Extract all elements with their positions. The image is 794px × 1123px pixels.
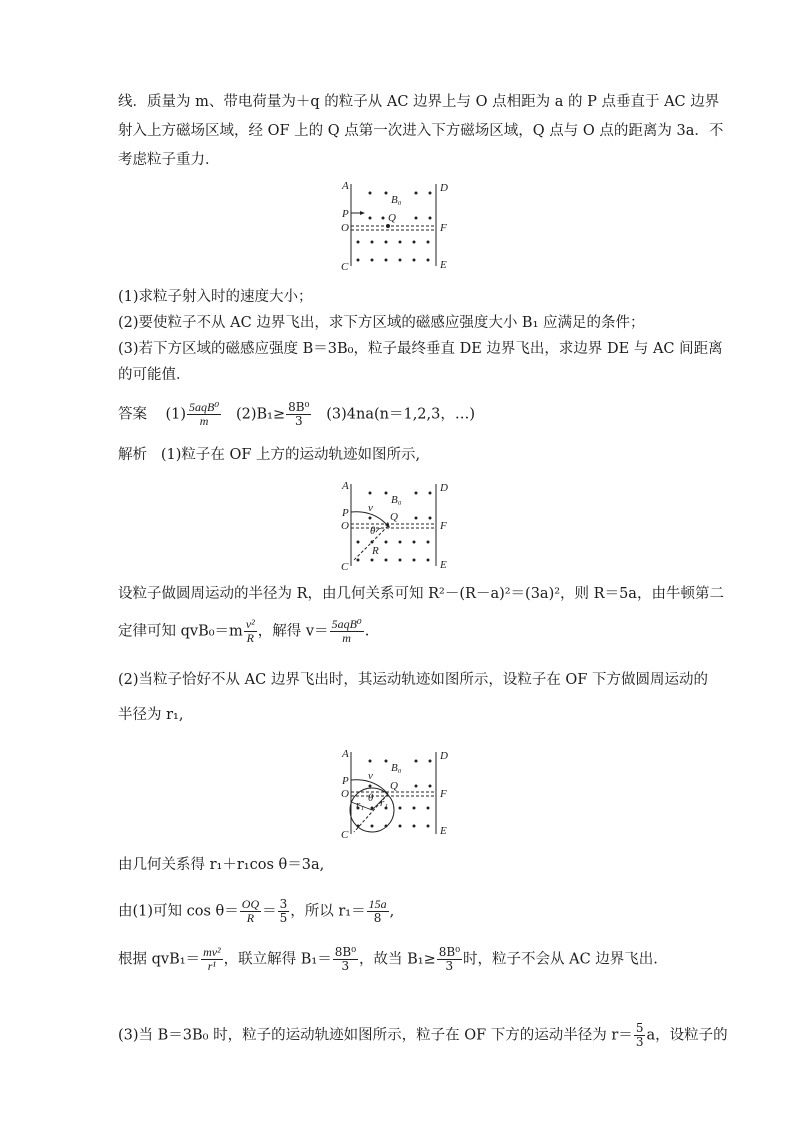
- label-E: E: [440, 559, 447, 571]
- label-D: D: [440, 482, 448, 494]
- label-D: D: [440, 182, 448, 194]
- label-r1-right: r₁: [380, 797, 389, 809]
- label-O: O: [341, 222, 349, 234]
- label-P: P: [342, 775, 349, 787]
- label-B0: B₀: [391, 762, 402, 774]
- figure-field-diagram-3: [330, 744, 470, 840]
- question-3-line-1: (3)若下方区域的磁感应强度 B＝3B₀，粒子最终垂直 DE 边界飞出，求边界 DE 与 AC 间距离: [118, 341, 723, 357]
- label-B0: B₀: [391, 494, 402, 506]
- problem-line-2: 射入上方磁场区域，经 OF 上的 Q 点第一次进入下方磁场区域，Q 点与 O 点的距离为 3a．不: [118, 123, 724, 139]
- label-P: P: [342, 208, 349, 220]
- figure-field-diagram-1: [330, 176, 470, 272]
- analysis-label: 解析: [118, 447, 147, 463]
- label-A: A: [342, 480, 349, 492]
- analysis-line-6: 由几何关系得 r₁＋r₁cos θ＝3a,: [118, 857, 325, 873]
- label-Q: Q: [390, 780, 398, 792]
- label-R: R: [372, 545, 379, 557]
- label-C: C: [341, 261, 349, 272]
- label-theta: θ: [370, 525, 376, 537]
- figure-field-diagram-2: [330, 476, 470, 572]
- label-C: C: [341, 561, 349, 572]
- label-A: A: [342, 180, 349, 192]
- analysis-line-2: 设粒子做圆周运动的半径为 R，由几何关系可知 R²－(R－a)²＝(3a)²，则 R＝5a，由牛顿第二: [118, 586, 724, 602]
- label-O: O: [341, 520, 349, 532]
- label-E: E: [440, 259, 447, 271]
- label-F: F: [440, 520, 447, 532]
- analysis-line-9: (3)当 B＝3B₀ 时，粒子的运动轨迹如图所示，粒子在 OF 下方的运动半径为 r＝ $\frac{5}{3}$ a，设粒子的: [118, 1021, 728, 1049]
- analysis-line-1: 解析 (1)粒子在 OF 上方的运动轨迹如图所示,: [118, 447, 421, 463]
- label-E: E: [440, 825, 447, 837]
- label-C: C: [341, 829, 349, 840]
- label-F: F: [440, 222, 447, 234]
- label-F: F: [440, 788, 447, 800]
- answer-part-1: (1): [165, 406, 186, 423]
- analysis-line-3: 定律可知 qvB₀＝m $\frac{\text{v²}}{R}$ ，解得 v＝ $\frac{\text{5aqB⁰}}{m}$ .: [118, 617, 370, 645]
- label-v: v: [368, 502, 373, 514]
- label-Q: Q: [390, 511, 398, 523]
- label-O: O: [341, 788, 349, 800]
- label-B0: B₀: [391, 194, 402, 206]
- answer-fraction-2: $\frac{\text{8B⁰}}{3}$: [288, 400, 310, 428]
- answer-label: 答案: [118, 406, 147, 423]
- question-1: (1)求粒子射入时的速度大小；: [118, 289, 313, 305]
- label-v: v: [368, 770, 373, 782]
- label-A: A: [342, 748, 349, 760]
- analysis-line-7: 由(1)可知 cos θ＝ $\frac{OQ}{R}$ ＝ $\frac{3}{5}$ ，所以 r₁＝ $\frac{15a}{8}$ ,: [118, 897, 395, 925]
- answer-fraction-1: $\frac{\text{5aqB⁰}}{m}$: [188, 400, 220, 428]
- analysis-line-4: (2)当粒子恰好不从 AC 边界飞出时，其运动轨迹如图所示，设粒子在 OF 下方做圆周运动的: [118, 672, 708, 688]
- question-3-line-2: 的可能值．: [118, 367, 191, 383]
- label-P: P: [342, 507, 349, 519]
- answer-part-2: (2)B₁≥: [235, 406, 286, 423]
- problem-line-1: 线．质量为 m、带电荷量为＋q 的粒子从 AC 边界上与 O 点相距为 a 的 P 点垂直于 AC 边界: [118, 94, 720, 110]
- problem-line-3: 考虑粒子重力．: [118, 152, 220, 168]
- answer-part-3: (3)4na(n＝1,2,3，…): [326, 406, 476, 423]
- analysis-line-8: 根据 qvB₁＝ $\frac{\text{mv²}}{\text{r¹}}$ ，联立解得 B₁＝ $\frac{\text{8B⁰}}{3}$ ，故当 B₁≥ $\frac{\text{8B⁰}}{3}$ 时，粒子不会从 AC 边界飞出.: [118, 945, 658, 973]
- label-theta: θ: [368, 792, 374, 804]
- analysis-line-5: 半径为 r₁,: [118, 707, 184, 723]
- question-2: (2)要使粒子不从 AC 边界飞出，求下方区域的磁感应强度大小 B₁ 应满足的条件；: [118, 315, 645, 331]
- label-r1-left: r₁: [356, 799, 365, 811]
- label-Q: Q: [388, 212, 396, 224]
- label-D: D: [440, 750, 448, 762]
- answer-line: [118, 401, 475, 428]
